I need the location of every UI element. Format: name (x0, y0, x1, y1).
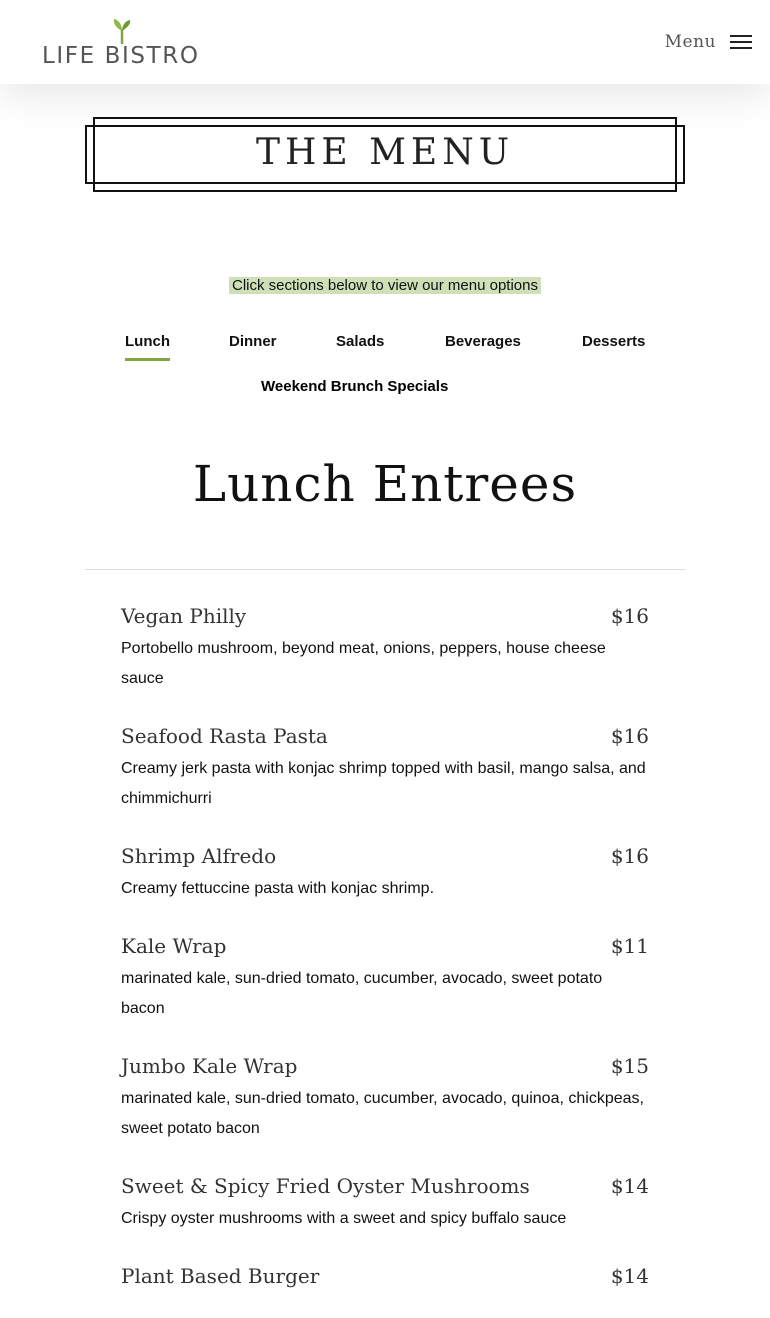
menu-item-name: Seafood Rasta Pasta (121, 724, 328, 748)
menu-item-price: $16 (610, 604, 649, 628)
tab-weekend-brunch-specials[interactable]: Weekend Brunch Specials (261, 378, 449, 395)
menu-label: Menu (664, 32, 716, 52)
menu-item-name: Jumbo Kale Wrap (121, 1054, 298, 1078)
menu-item (121, 1050, 649, 1144)
site-logo[interactable] (40, 18, 205, 70)
menu-item-name: Vegan Philly (121, 604, 247, 628)
menu-item-description: Creamy fettuccine pasta with konjac shrimp. (121, 880, 435, 897)
tab-salads[interactable]: Salads (336, 333, 385, 350)
menu-item-price: $16 (610, 844, 649, 868)
menu-item-price: $15 (610, 1054, 649, 1078)
menu-item-description: Creamy jerk pasta with konjac shrimp topped with basil, mango salsa, and chimmichurri (121, 760, 646, 807)
page-title-frame (85, 117, 685, 192)
hint-row (0, 277, 770, 295)
menu-item-description: marinated kale, sun-dried tomato, cucumber, avocado, sweet potato bacon (121, 970, 603, 1017)
menu-item-description: marinated kale, sun-dried tomato, cucumber, avocado, quinoa, chickpeas, sweet potato bacon (121, 1090, 644, 1137)
site-header (0, 0, 770, 84)
menu-item (121, 930, 649, 1024)
menu-item-price: $16 (610, 724, 649, 748)
menu-item-price: $11 (610, 934, 649, 958)
menu-item-name: Kale Wrap (121, 934, 227, 958)
tab-beverages[interactable]: Beverages (445, 333, 521, 350)
menu-toggle-button[interactable] (665, 30, 752, 54)
section-divider (85, 569, 685, 570)
menu-item (121, 840, 649, 904)
menu-item-price: $14 (610, 1174, 649, 1198)
page-title: THE MENU (255, 132, 515, 173)
tab-dinner[interactable]: Dinner (229, 333, 277, 350)
fork-sprout-logo-icon (110, 18, 134, 44)
menu-item-price: $14 (610, 1264, 649, 1288)
menu-item (121, 1260, 649, 1292)
menu-item-description: Portobello mushroom, beyond meat, onions, peppers, house cheese sauce (121, 640, 606, 687)
menu-item-name: Shrimp Alfredo (121, 844, 277, 868)
menu-item (121, 1170, 649, 1234)
menu-item-description: Crispy oyster mushrooms with a sweet and spicy buffalo sauce (121, 1210, 567, 1227)
tab-desserts[interactable]: Desserts (582, 333, 646, 350)
tab-lunch[interactable]: Lunch (125, 333, 170, 361)
menu-item-name: Sweet & Spicy Fried Oyster Mushrooms (121, 1174, 530, 1198)
menu-hint-text: Click sections below to view our menu options (229, 277, 541, 294)
menu-item (121, 600, 649, 694)
menu-items-list (121, 600, 649, 1318)
section-heading: Lunch Entrees (192, 455, 578, 513)
menu-item (121, 720, 649, 814)
logo-text: LIFE BISTRO (42, 43, 200, 69)
menu-item-name: Plant Based Burger (121, 1264, 320, 1288)
hamburger-icon (730, 35, 752, 49)
menu-tabs (0, 333, 770, 363)
